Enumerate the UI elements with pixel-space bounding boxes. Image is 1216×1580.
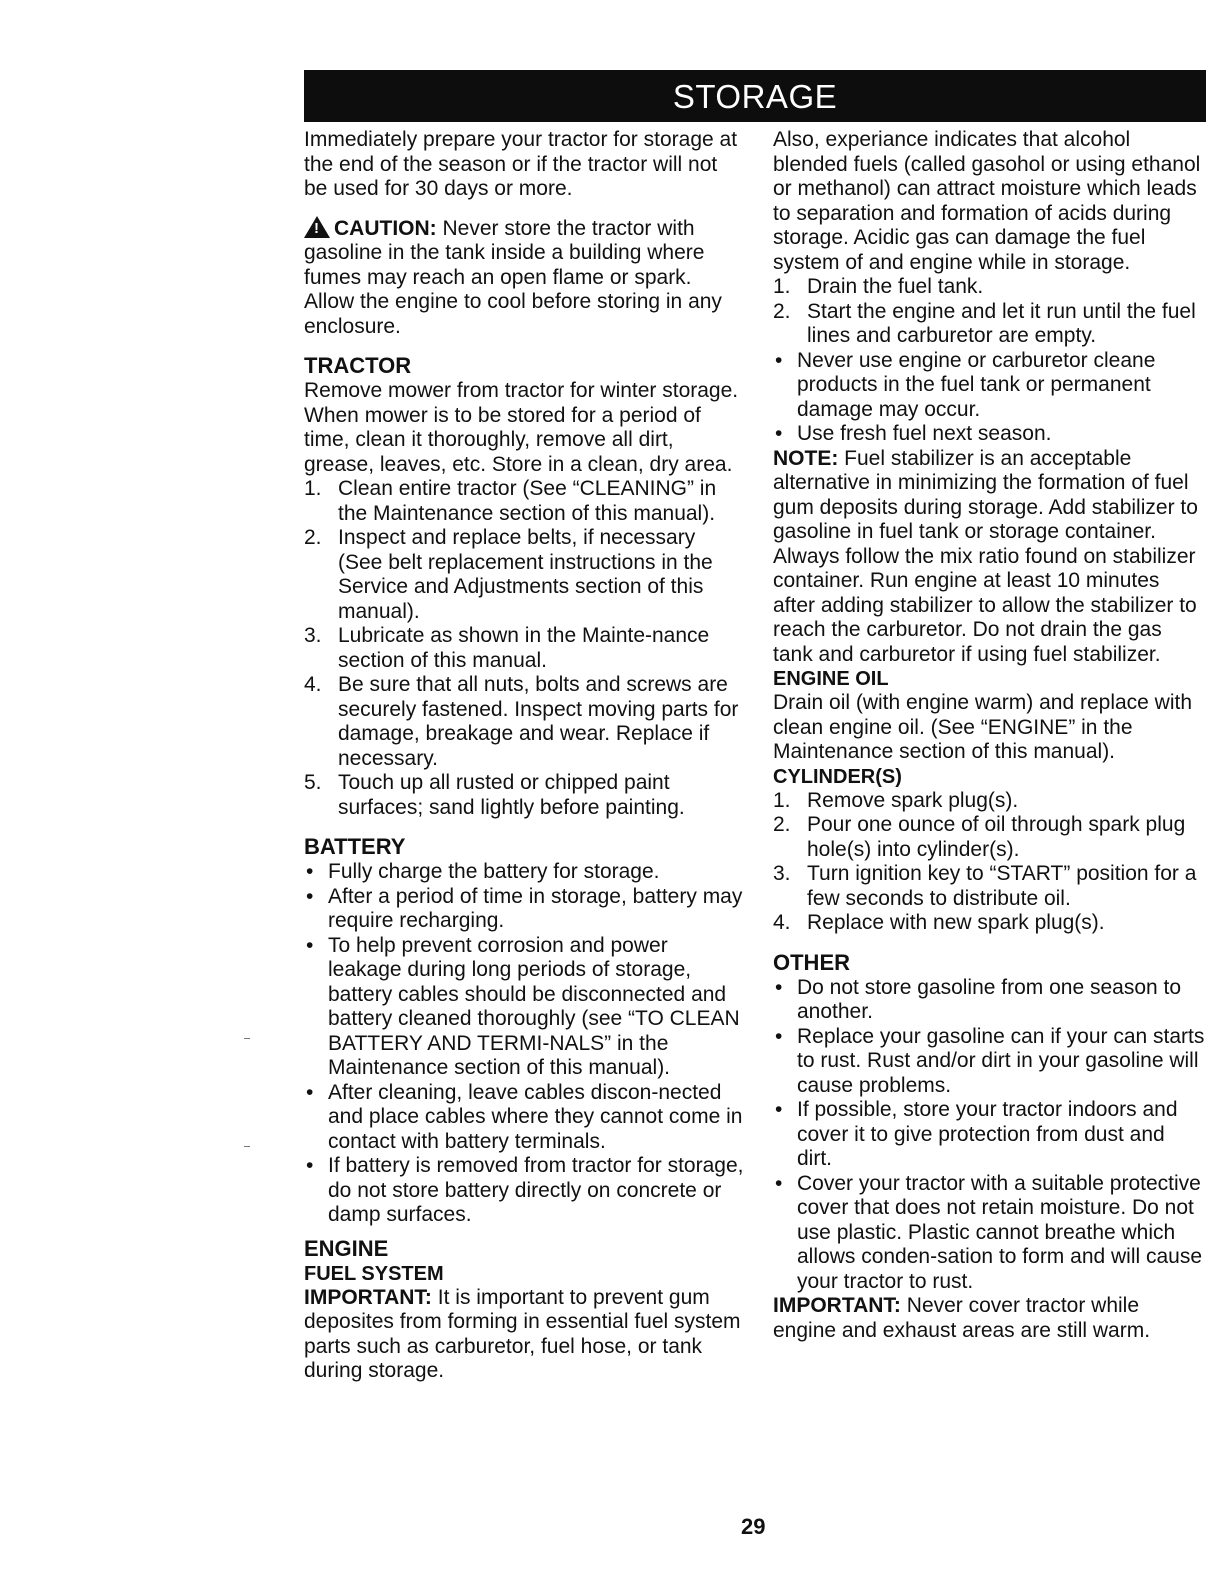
bullet-icon: • <box>775 422 783 445</box>
bullet-icon: • <box>306 1080 314 1104</box>
list-item <box>304 526 744 624</box>
list-item <box>773 976 1205 1025</box>
important-text: Never cover tractor while engine and exhaust areas are still warm. <box>773 1294 1151 1342</box>
cylinders-heading: CYLINDER(S) <box>773 765 902 788</box>
scan-mark <box>244 1146 250 1147</box>
note-text: Fuel stabilizer is an acceptable alternative in minimizing the formation of fuel gum deposits during storage. Add stabilizer to gasoline in fuel tank or storage container. Always follow the mix ratio found on stabilizer container. Run engine at least 10 minutes after adding stabilizer to allow the stabilizer to reach the carburetor. Do not drain the gas tank and carburetor if using fuel stabilizer. <box>773 446 1198 666</box>
step-number: 1. <box>773 275 791 298</box>
note-label: NOTE: <box>773 446 839 470</box>
step-number: 3. <box>773 862 791 885</box>
list-item <box>304 860 744 885</box>
bullet-text: Fully charge the battery for storage. <box>328 860 660 883</box>
step-text: Touch up all rusted or chipped paint surfaces; sand lightly before painting. <box>338 771 685 819</box>
warning-triangle-icon <box>304 216 330 238</box>
list-item <box>773 422 1205 447</box>
other-heading: OTHER <box>773 949 850 975</box>
list-item <box>773 789 1205 814</box>
step-text: Be sure that all nuts, bolts and screws are securely fastened. Inspect moving parts for damage, breakage and wear. Replace if necessary. <box>338 673 739 770</box>
list-item <box>773 1098 1205 1172</box>
list-item <box>773 349 1205 423</box>
bullet-icon: • <box>306 1154 314 1177</box>
list-item <box>304 885 744 934</box>
bullet-text: Cover your tractor with a suitable protective cover that does not retain moisture. Do not use plastic. Plastic cannot breathe which allows conden-sation to form and will cause your tractor to rust. <box>797 1171 1203 1293</box>
step-number: 1. <box>304 477 322 500</box>
tractor-heading: TRACTOR <box>304 353 412 378</box>
engine-heading: ENGINE <box>304 1235 389 1261</box>
step-number: 2. <box>304 526 322 549</box>
bullet-icon: • <box>775 348 783 372</box>
bullet-icon: • <box>306 860 314 883</box>
bullet-icon: • <box>306 933 314 957</box>
bullet-text: Never use engine or carburetor cleane products in the fuel tank or permanent damage may occur. <box>797 348 1156 421</box>
important-text: It is important to prevent gum deposites from forming in essential fuel system parts such as carburetor, fuel hose, or tank during storage. <box>304 1285 741 1382</box>
engine-oil-paragraph: Drain oil (with engine warm) and replace with clean engine oil. (See “ENGINE” in the Maintenance section of this manual). <box>773 691 1193 763</box>
section-title: STORAGE <box>672 78 838 115</box>
bullet-text: Use fresh fuel next season. <box>797 422 1052 445</box>
section-title-bar <box>304 70 1206 122</box>
bullet-text: After a period of time in storage, battery may require recharging. <box>328 884 743 932</box>
important-label: IMPORTANT: <box>304 1285 432 1309</box>
tractor-steps <box>304 477 744 820</box>
step-number: 4. <box>304 673 322 696</box>
list-item <box>304 771 744 820</box>
list-item <box>304 1081 744 1155</box>
list-item <box>773 862 1205 911</box>
right-column <box>773 128 1205 1343</box>
step-text: Drain the fuel tank. <box>807 275 984 298</box>
step-number: 2. <box>773 813 791 836</box>
page-number: 29 <box>741 1514 766 1539</box>
caution-paragraph <box>304 216 744 340</box>
list-item <box>304 1154 744 1228</box>
step-number: 1. <box>773 788 791 812</box>
bullet-text: After cleaning, leave cables discon-nected and place cables where they cannot come in contact with battery terminals. <box>328 1080 743 1153</box>
bullet-text: Replace your gasoline can if your can starts to rust. Rust and/or dirt in your gasoline will cause problems. <box>797 1024 1205 1097</box>
step-number: 2. <box>773 299 791 323</box>
bullet-icon: • <box>775 1098 783 1121</box>
battery-bullets <box>304 860 744 1228</box>
list-item <box>304 624 744 673</box>
step-number: 3. <box>304 624 322 647</box>
list-item <box>773 911 1205 936</box>
bullet-text: If battery is removed from tractor for storage, do not store battery directly on concrete or damp surfaces. <box>328 1154 744 1226</box>
list-item <box>773 1025 1205 1099</box>
list-item <box>773 1172 1205 1295</box>
bullet-text: To help prevent corrosion and power leakage during long periods of storage, battery cables should be disconnected and battery cleaned thoroughly (see “TO CLEAN BATTERY AND TERMI-NALS” in the Maintenance section of this manual). <box>328 933 740 1079</box>
step-text: Lubricate as shown in the Mainte-nance section of this manual. <box>338 624 710 672</box>
step-number: 5. <box>304 771 322 794</box>
step-number: 4. <box>773 911 791 934</box>
note-paragraph <box>773 447 1205 668</box>
list-item <box>304 477 744 526</box>
step-text: Start the engine and let it run until the fuel lines and carburetor are empty. <box>807 299 1196 347</box>
bullet-icon: • <box>775 975 783 999</box>
intro-paragraph: Immediately prepare your tractor for storage at the end of the season or if the tractor will not be used for 30 days or more. <box>304 128 738 200</box>
list-item <box>773 300 1205 349</box>
other-bullets <box>773 976 1205 1295</box>
bullet-icon: • <box>306 884 314 908</box>
list-item <box>773 813 1205 862</box>
step-text: Turn ignition key to “START” position for a few seconds to distribute oil. <box>807 862 1197 910</box>
fuel-system-heading: FUEL SYSTEM <box>304 1262 444 1285</box>
list-item <box>304 934 744 1081</box>
scan-mark <box>244 1038 250 1039</box>
step-text: Pour one ounce of oil through spark plug hole(s) into cylinder(s). <box>807 813 1186 861</box>
bullet-text: If possible, store your tractor indoors and cover it to give protection from dust and dirt. <box>797 1098 1178 1170</box>
list-item <box>773 275 1205 300</box>
tractor-paragraph: Remove mower from tractor for winter storage. When mower is to be stored for a period of time, clean it thoroughly, remove all dirt, grease, leaves, etc. Store in a clean, dry area. <box>304 379 739 476</box>
fuel-bullets <box>773 349 1205 447</box>
step-text: Clean entire tractor (See “CLEANING” in the Maintenance section of this manual). <box>338 477 717 525</box>
battery-heading: BATTERY <box>304 834 406 859</box>
fuel-important-paragraph <box>304 1286 744 1384</box>
bullet-icon: • <box>775 1171 783 1195</box>
list-item <box>304 673 744 771</box>
caution-label: CAUTION: <box>334 216 437 240</box>
caution-text: Never store the tractor with gasoline in the tank inside a building where fumes may reach an open flame or spark. Allow the engine to cool before storing in any enclosure. <box>304 216 722 338</box>
fuel-steps <box>773 275 1205 349</box>
other-important-paragraph <box>773 1294 1205 1343</box>
step-text: Replace with new spark plug(s). <box>807 911 1105 934</box>
left-column <box>304 128 744 1384</box>
cylinder-steps <box>773 789 1205 936</box>
bullet-text: Do not store gasoline from one season to another. <box>797 975 1182 1023</box>
important-label: IMPORTANT: <box>773 1294 901 1317</box>
bullet-icon: • <box>775 1024 783 1048</box>
step-text: Remove spark plug(s). <box>807 788 1019 812</box>
alcohol-paragraph: Also, experiance indicates that alcohol blended fuels (called gasohol or using ethanol or methanol) can attract moisture which leads to separation and formation of acids during storage. Acidic gas can damage the fuel system of and engine while in storage. <box>773 128 1201 274</box>
engine-oil-heading: ENGINE OIL <box>773 668 889 690</box>
step-text: Inspect and replace belts, if necessary (See belt replacement instructions in the Service and Adjustments section of this manual). <box>338 526 713 623</box>
